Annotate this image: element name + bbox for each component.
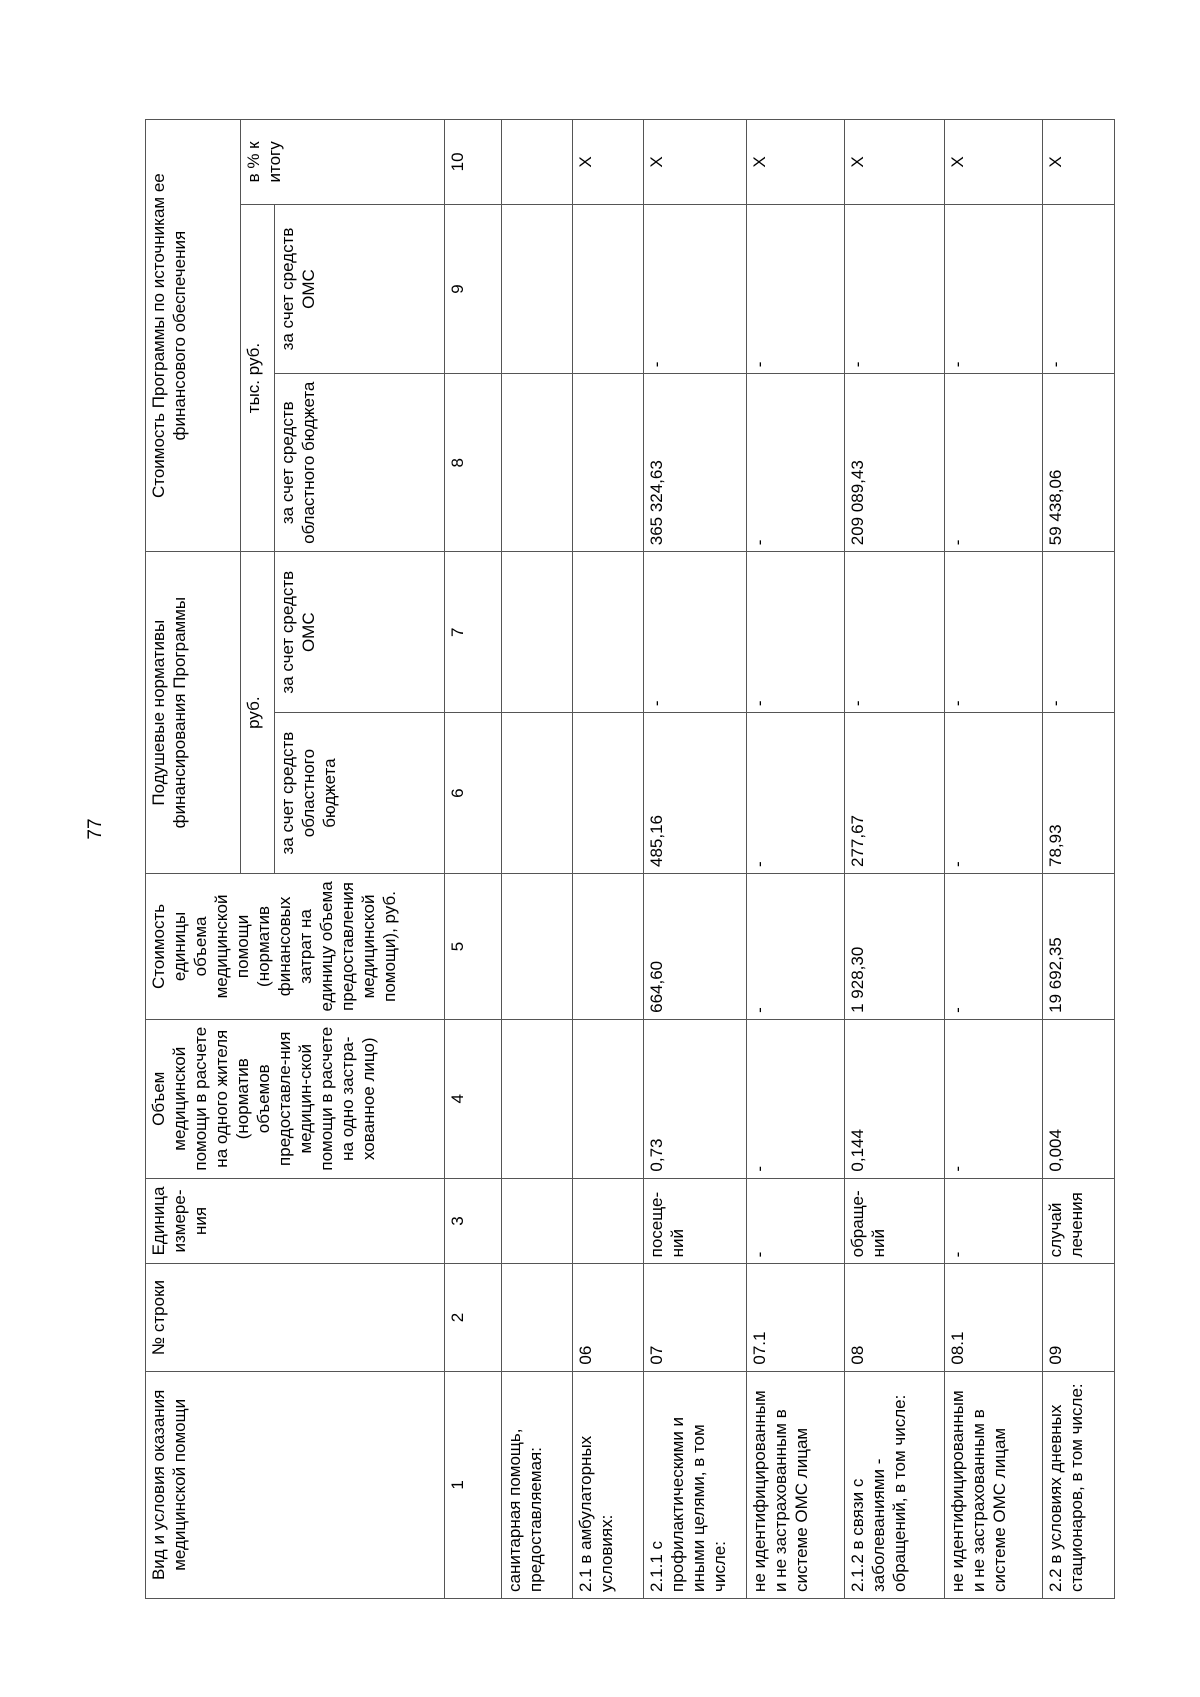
row-unit-cost: 1 928,30 <box>845 874 945 1020</box>
row-percent <box>501 120 572 205</box>
row-unit <box>501 1178 572 1264</box>
row-name: 2.1.1 с профилактическими и иными целями, в том числе: <box>643 1371 747 1598</box>
row-norm-oms: - <box>747 552 845 713</box>
column-number: 10 <box>444 120 501 205</box>
row-norm-budget: - <box>747 713 845 874</box>
row-volume <box>501 1019 572 1178</box>
row-name: санитарная помощь, предоставляемая: <box>501 1371 572 1598</box>
row-volume: - <box>945 1019 1043 1178</box>
row-cost-budget: - <box>945 374 1043 552</box>
row-cost-oms: - <box>643 204 747 373</box>
row-percent: X <box>945 120 1043 205</box>
row-norm-oms: - <box>945 552 1043 713</box>
header-norm-oms: за счет средств ОМС <box>275 552 445 713</box>
column-number: 7 <box>444 552 501 713</box>
row-percent: X <box>1042 120 1114 205</box>
table-row <box>845 120 945 1599</box>
header-norm-budget: за счет средств областного бюджета <box>275 713 445 874</box>
row-norm-budget: 78,93 <box>1042 713 1114 874</box>
header-normatives-unit: руб. <box>241 552 275 874</box>
header-unit-cost: Стоимость единицы объема медицинской помощи (норматив финансовых затрат на единицу объема предоставления медицинской помощи), руб. <box>146 874 445 1020</box>
row-unit: - <box>747 1178 845 1264</box>
column-number: 4 <box>444 1019 501 1178</box>
row-norm-budget: 485,16 <box>643 713 747 874</box>
column-number: 8 <box>444 374 501 552</box>
row-cost-oms: - <box>845 204 945 373</box>
row-name: 2.1 в амбулаторных условиях: <box>572 1371 643 1598</box>
row-volume: - <box>747 1019 845 1178</box>
row-unit-cost: 19 692,35 <box>1042 874 1114 1020</box>
page-number: 77 <box>85 818 106 840</box>
row-line: 07 <box>643 1264 747 1371</box>
column-number: 2 <box>444 1264 501 1371</box>
column-number: 6 <box>444 713 501 874</box>
table-row <box>945 120 1043 1599</box>
row-unit-cost: - <box>945 874 1043 1020</box>
header-volume: Объем медицинской помощи в расчете на одного жителя (норматив объемов предоставле-ния медицин-ской помощи в расчете на одно застра-хованное лицо) <box>146 1019 445 1178</box>
header-care-type: Вид и условия оказания медицинской помощи <box>146 1371 445 1598</box>
row-norm-oms <box>572 552 643 713</box>
row-name: не идентифицированным и не застрахованным в системе ОМС лицам <box>945 1371 1043 1598</box>
row-cost-budget: 209 089,43 <box>845 374 945 552</box>
table-row <box>643 120 747 1599</box>
header-per-capita-normatives: Подушевые нормативы финансирования Программы <box>146 552 241 874</box>
row-cost-oms <box>572 204 643 373</box>
header-percent: в % к итогу <box>241 120 445 205</box>
row-volume: 0,144 <box>845 1019 945 1178</box>
row-norm-oms <box>501 552 572 713</box>
row-volume: 0,004 <box>1042 1019 1114 1178</box>
rotated-table-wrapper <box>145 119 1115 1599</box>
header-program-cost: Стоимость Программы по источникам ее финансового обеспечения <box>146 120 241 552</box>
row-percent: X <box>572 120 643 205</box>
row-norm-budget <box>572 713 643 874</box>
row-cost-budget: 365 324,63 <box>643 374 747 552</box>
row-name: 2.2 в условиях дневных стационаров, в том числе: <box>1042 1371 1114 1598</box>
row-norm-budget: 277,67 <box>845 713 945 874</box>
row-cost-oms: - <box>1042 204 1114 373</box>
header-unit: Единица измере-ния <box>146 1178 445 1264</box>
table-row <box>572 120 643 1599</box>
row-cost-budget <box>501 374 572 552</box>
row-cost-oms <box>501 204 572 373</box>
table-row <box>1042 120 1114 1599</box>
table-row <box>747 120 845 1599</box>
row-line: 08 <box>845 1264 945 1371</box>
row-unit-cost <box>572 874 643 1020</box>
row-name: не идентифицированным и не застрахованным в системе ОМС лицам <box>747 1371 845 1598</box>
row-percent: X <box>845 120 945 205</box>
header-line-number: № строки <box>146 1264 445 1371</box>
row-norm-oms: - <box>845 552 945 713</box>
row-line: 08.1 <box>945 1264 1043 1371</box>
header-row <box>146 120 241 1599</box>
header-cost-budget: за счет средств областного бюджета <box>275 374 445 552</box>
row-unit-cost: - <box>747 874 845 1020</box>
row-cost-oms: - <box>747 204 845 373</box>
row-line: 06 <box>572 1264 643 1371</box>
row-line <box>501 1264 572 1371</box>
row-line: 09 <box>1042 1264 1114 1371</box>
row-norm-oms: - <box>1042 552 1114 713</box>
row-unit: посеще-ний <box>643 1178 747 1264</box>
column-number: 5 <box>444 874 501 1020</box>
row-percent: X <box>643 120 747 205</box>
row-cost-budget <box>572 374 643 552</box>
header-cost-oms: за счет средств ОМС <box>275 204 445 373</box>
row-unit-cost <box>501 874 572 1020</box>
financing-table <box>145 119 1115 1599</box>
header-cost-unit: тыс. руб. <box>241 204 275 551</box>
row-unit: - <box>945 1178 1043 1264</box>
row-unit: случай лечения <box>1042 1178 1114 1264</box>
row-volume <box>572 1019 643 1178</box>
column-number: 3 <box>444 1178 501 1264</box>
row-percent: X <box>747 120 845 205</box>
row-unit <box>572 1178 643 1264</box>
row-norm-oms: - <box>643 552 747 713</box>
table-row <box>501 120 572 1599</box>
row-unit-cost: 664,60 <box>643 874 747 1020</box>
column-numbers-row <box>444 120 501 1599</box>
column-number: 1 <box>444 1371 501 1598</box>
row-cost-budget: - <box>747 374 845 552</box>
row-norm-budget <box>501 713 572 874</box>
row-norm-budget: - <box>945 713 1043 874</box>
row-name: 2.1.2 в связи с заболеваниями - обращений, в том числе: <box>845 1371 945 1598</box>
column-number: 9 <box>444 204 501 373</box>
row-unit: обраще-ний <box>845 1178 945 1264</box>
row-cost-budget: 59 438,06 <box>1042 374 1114 552</box>
row-line: 07.1 <box>747 1264 845 1371</box>
row-volume: 0,73 <box>643 1019 747 1178</box>
row-cost-oms: - <box>945 204 1043 373</box>
